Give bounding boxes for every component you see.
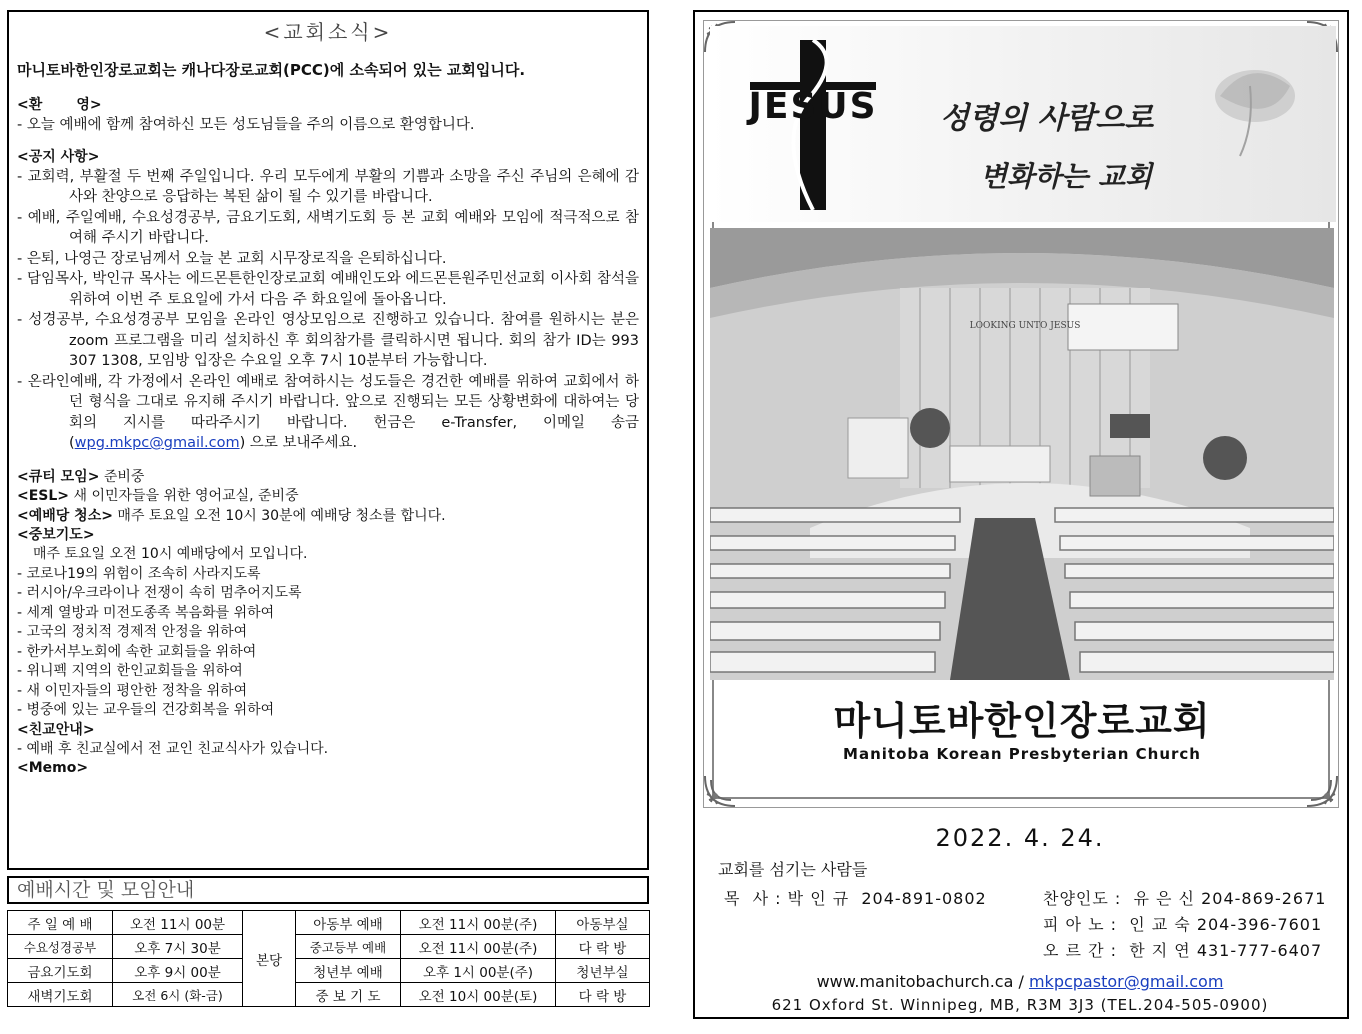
prayer-item: - 한카서부노회에 속한 교회들을 위하여: [17, 643, 257, 660]
service-time: 오전 11시 00분(주): [401, 935, 556, 959]
notice-item-online: [17, 372, 639, 454]
pulpit-wall-text: LOOKING UNTO JESUS: [969, 321, 1081, 331]
prayer-item: - 러시아/우크라이나 전쟁이 속히 멈추어지도록: [17, 585, 302, 601]
online-text-end: ) 으로 보내주세요.: [239, 435, 358, 451]
table-row: [8, 959, 650, 983]
welcome-heading: <환 영>: [17, 97, 102, 113]
logo-text: JESUS: [748, 86, 878, 127]
bulletin-date: 2022. 4. 24.: [935, 824, 1105, 852]
church-name-english: Manitoba Korean Presbyterian Church: [843, 745, 1201, 763]
prayer-item: - 병중에 있는 교우들의 건강회복을 위하여: [17, 702, 275, 718]
qt-value: 준비중: [99, 468, 145, 485]
fellowship-heading: <친교안내>: [17, 721, 95, 738]
fellowship-text: - 예배 후 친교실에서 전 교인 친교식사가 있습니다.: [17, 740, 329, 757]
church-news-panel: [7, 10, 649, 870]
service-time: 오전 6시 (화-금): [113, 983, 243, 1007]
staff-worship-leader: 찬양인도 : 유 은 신 204-869-2671: [1043, 889, 1327, 908]
table-row: [8, 911, 650, 935]
prayer-item: - 위니펙 지역의 한인교회들을 위하여: [17, 663, 243, 679]
service-time: 오전 11시 00분(주): [401, 911, 556, 935]
schedule-table: [7, 910, 650, 1007]
cleaning-value: 매주 토요일 오전 10시 30분에 예배당 청소를 합니다.: [112, 507, 446, 524]
memo-heading: <Memo>: [17, 760, 89, 776]
sanctuary-illustration: [710, 228, 1334, 680]
service-time: 오전 11시 00분: [113, 911, 243, 935]
cleaning-heading: <예배당 청소>: [17, 507, 113, 524]
notice-item: - 성경공부, 수요성경공부 모임을 온라인 영상모임으로 진행하고 있습니다. 참여를 원하시는 분은 zoom 프로그램을 미리 설치하신 후 회의참가를 클릭하시면 됩니다. 회의 참가 ID는 993 307 1308, 모임방 입장은 수요일 오후 7시 10분부터 가능합니다.: [17, 312, 639, 369]
corner-ornament-icon: [703, 774, 737, 808]
website-link[interactable]: www.manitobachurch.ca: [816, 972, 1014, 991]
welcome-text: - 오늘 예배에 함께 참여하신 모든 성도님들을 주의 이름으로 환영합니다.: [17, 117, 475, 133]
notice-item: - 예배, 주일예배, 수요성경공부, 금요기도회, 새벽기도회 등 본 교회 예배와 모임에 적극적으로 참여해 주시기 바랍니다.: [17, 209, 639, 246]
prayer-item: - 고국의 정치적 경제적 안정을 위하여: [17, 624, 248, 640]
service-location: 본당: [243, 911, 296, 1007]
esl-heading: <ESL>: [17, 488, 70, 504]
news-title: <교회소식>: [263, 20, 393, 44]
service-time: 오전 10시 00분(토): [401, 983, 556, 1007]
cleaning-line: [17, 507, 639, 527]
corner-ornament-icon: [1305, 774, 1339, 808]
qt-line: [17, 468, 639, 488]
online-text: - 온라인예배, 각 가정에서 온라인 예배로 참여하시는 성도들은 경건한 예배를 위하여 교회에서 하던 형식을 그대로 유지해 주시기 바랍니다. 앞으로 진행되는 모든 상황변화에 대하여는 당회의 지시를 따라주시기 바랍니다. 헌금은 e-Transfer, 이메일 송금 (: [17, 373, 639, 451]
sanctuary-photo: [710, 228, 1334, 680]
church-name-korean: 마니토바한인장로교회: [833, 699, 1211, 743]
offering-email-link[interactable]: wpg.mkpc@gmail.com: [74, 435, 240, 451]
service-name: 금요기도회: [8, 959, 113, 983]
esl-line: [17, 487, 639, 507]
service-place: 다 락 방: [556, 983, 650, 1007]
staff-pianist: 피 아 노 : 인 교 숙 204-396-7601: [1043, 915, 1323, 934]
staff-pastor: 목 사 : 박 인 규 204-891-0802: [724, 889, 987, 908]
staff-organist: 오 르 간 : 한 지 연 431-777-6407: [1043, 941, 1323, 960]
staff-heading: 교회를 섬기는 사람들: [718, 860, 868, 879]
service-time: 오후 7시 30분: [113, 935, 243, 959]
service-name: 새벽기도회: [8, 983, 113, 1007]
service-name: 수요성경공부: [8, 935, 113, 959]
cover-banner: [710, 26, 1336, 222]
intro-text: 마니토바한인장로교회는 캐나다장로교회(PCC)에 소속되어 있는 교회입니다.: [17, 61, 526, 79]
contact-line: www.manitobachurch.ca / mkpcpastor@gmail.com: [816, 972, 1224, 991]
prayer-intro: 매주 토요일 오전 10시 예배당에서 모입니다.: [33, 546, 308, 562]
esl-value: 새 이민자들을 위한 영어교실, 준비중: [69, 488, 299, 504]
notice-item: - 은퇴, 나영근 장로님께서 오늘 본 교회 시무장로직을 은퇴하십니다.: [17, 250, 447, 267]
service-time: 오후 9시 00분: [113, 959, 243, 983]
service-name: 주 일 예 배: [8, 911, 113, 935]
pastor-email-link[interactable]: mkpcpastor@gmail.com: [1028, 972, 1224, 991]
qt-heading: <큐티 모임>: [17, 468, 100, 485]
schedule-title: 예배시간 및 모임안내: [7, 876, 649, 904]
notice-heading: <공지 사항>: [17, 148, 100, 165]
service-name: 중고등부 예배: [296, 935, 401, 959]
service-place: 아동부실: [556, 911, 650, 935]
service-name: 중 보 기 도: [296, 983, 401, 1007]
church-address: 621 Oxford St. Winnipeg, MB, R3M 3J3 (TEL.204-505-0900): [771, 996, 1269, 1014]
service-name: 청년부 예배: [296, 959, 401, 983]
table-row: [8, 935, 650, 959]
slogan-line-1: 성령의 사람으로: [940, 101, 1154, 136]
notice-item: - 교회력, 부활절 두 번째 주일입니다. 우리 모두에게 부활의 기쁨과 소망을 주신 주님의 은혜에 감사와 찬양으로 응답하는 복된 삶이 될 수 있기를 바랍니다.: [17, 168, 639, 205]
service-name: 아동부 예배: [296, 911, 401, 935]
service-time: 오후 1시 00분(주): [401, 959, 556, 983]
prayer-heading: <중보기도>: [17, 527, 95, 543]
service-place: 청년부실: [556, 959, 650, 983]
slogan-line-2: 변화하는 교회: [980, 160, 1153, 193]
prayer-item: - 코로나19의 위험이 조속히 사라지도록: [17, 565, 261, 582]
notice-item: - 담임목사, 박인규 목사는 에드몬튼한인장로교회 예배인도와 에드몬튼원주민선교회 이사회 참석을 위하여 이번 주 토요일에 가서 다음 주 화요일에 돌아옵니다.: [17, 271, 639, 308]
prayer-item: - 세계 열방과 미전도종족 복음화를 위하여: [17, 604, 275, 621]
table-row: [8, 983, 650, 1007]
service-place: 다 락 방: [556, 935, 650, 959]
prayer-item: - 새 이민자들의 평안한 정착을 위하여: [17, 682, 248, 699]
